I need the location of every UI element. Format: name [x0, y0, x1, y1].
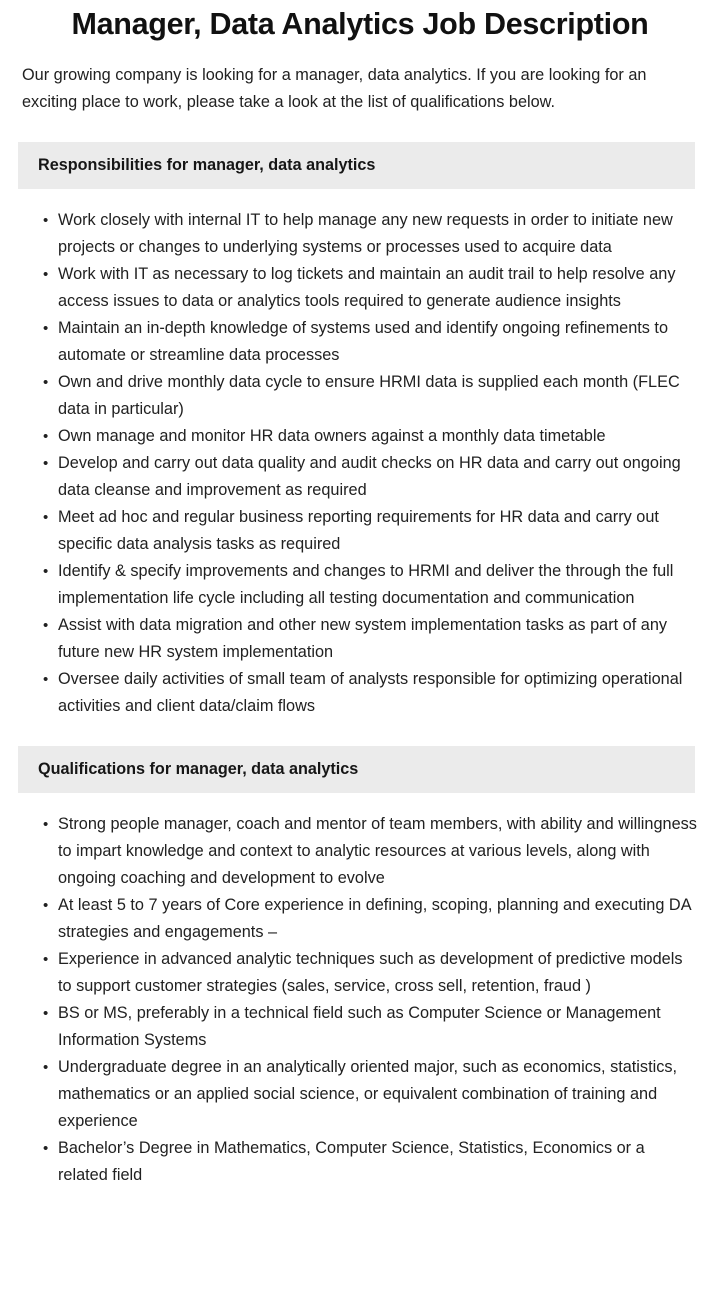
list-item: • Identify & specify improvements and changes to HRMI and deliver the through the full implementation life cycle including all testing documentation and communication	[58, 558, 698, 612]
list-item: • Maintain an in-depth knowledge of systems used and identify ongoing refinements to automate or streamline data processes	[58, 315, 698, 369]
list-item: • Experience in advanced analytic techniques such as development of predictive models to support customer strategies (sales, service, cross sell, retention, fraud )	[58, 946, 698, 1000]
list-item: • Meet ad hoc and regular business reporting requirements for HR data and carry out specific data analysis tasks as required	[58, 504, 698, 558]
section-qualifications	[0, 746, 720, 1189]
page-title: Manager, Data Analytics Job Description	[71, 7, 649, 41]
list-item: • Work closely with internal IT to help manage any new requests in order to initiate new projects or changes to underlying systems or processes used to acquire data	[58, 207, 698, 261]
responsibilities-list	[0, 189, 720, 720]
section-header-qualifications: Qualifications for manager, data analytics	[18, 746, 695, 793]
list-item: • Assist with data migration and other new system implementation tasks as part of any future new HR system implementation	[58, 612, 698, 666]
list-item: • Undergraduate degree in an analytically oriented major, such as economics, statistics, mathematics or an applied social science, or equivalent combination of training and experience	[58, 1054, 698, 1135]
intro-paragraph: Our growing company is looking for a manager, data analytics. If you are looking for an exciting place to work, please take a look at the list of qualifications below.	[22, 66, 647, 111]
list-item: • Work with IT as necessary to log tickets and maintain an audit trail to help resolve any access issues to data or analytics tools required to generate audience insights	[58, 261, 698, 315]
section-header-responsibilities: Responsibilities for manager, data analytics	[18, 142, 695, 189]
list-item: • At least 5 to 7 years of Core experience in defining, scoping, planning and executing DA strategies and engagements –	[58, 892, 698, 946]
list-item: • Bachelor’s Degree in Mathematics, Computer Science, Statistics, Economics or a related field	[58, 1135, 698, 1189]
list-item: • Oversee daily activities of small team of analysts responsible for optimizing operational activities and client data/claim flows	[58, 666, 698, 720]
section-responsibilities	[0, 142, 720, 720]
qualifications-list	[0, 793, 720, 1189]
list-item: • Own manage and monitor HR data owners against a monthly data timetable	[58, 423, 698, 450]
list-item: • Develop and carry out data quality and audit checks on HR data and carry out ongoing data cleanse and improvement as required	[58, 450, 698, 504]
list-item: • Own and drive monthly data cycle to ensure HRMI data is supplied each month (FLEC data in particular)	[58, 369, 698, 423]
list-item: • BS or MS, preferably in a technical field such as Computer Science or Management Information Systems	[58, 1000, 698, 1054]
list-item: • Strong people manager, coach and mentor of team members, with ability and willingness to impart knowledge and context to analytic resources at various levels, along with ongoing coaching and development to evolve	[58, 811, 698, 892]
